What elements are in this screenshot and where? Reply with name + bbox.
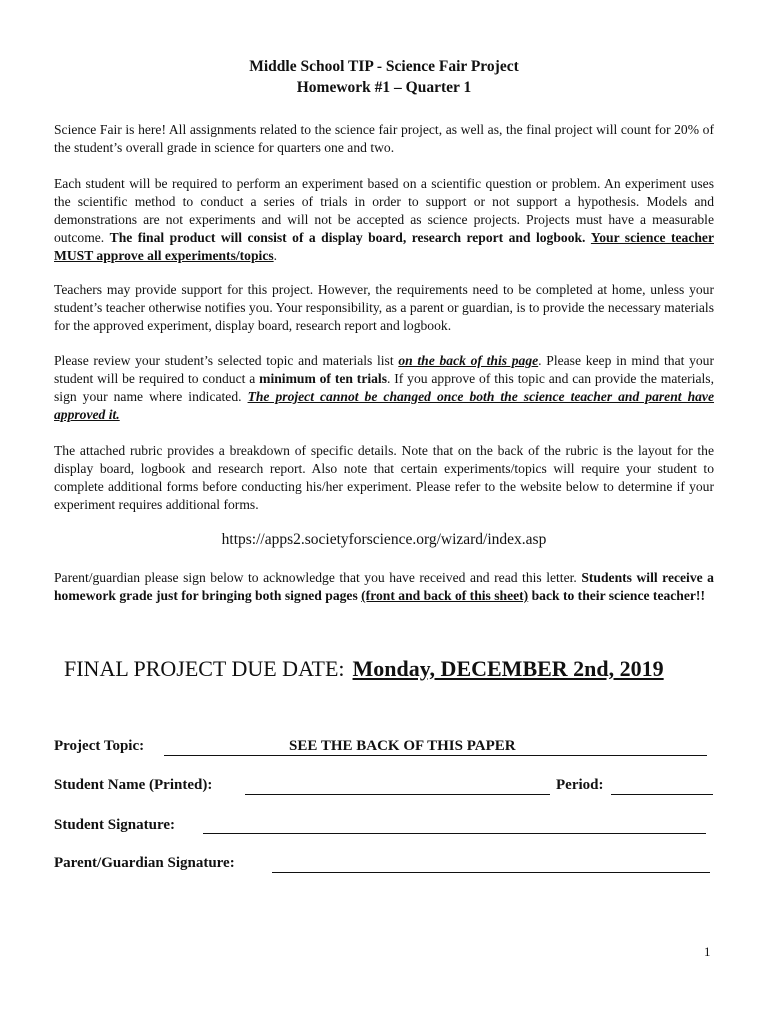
- review-cannot-change: The project cannot be changed once both the science teacher and parent have approved it.: [54, 389, 715, 422]
- paragraph-support: Teachers may provide support for this project. However, the requirements need to be completed at home, unless your student’s teacher otherwise notifies you. Your responsibility, as a parent or guardian, is to provide the necessary materials for the approved experiment, display board, research report and logbook.: [54, 282, 714, 333]
- due-date-value: Monday, DECEMBER 2nd, 2019: [352, 656, 664, 681]
- review-text-1: Please review your student’s selected topic and materials list: [54, 353, 399, 368]
- document-subtitle: Homework #1 – Quarter 1: [296, 79, 472, 96]
- period-label: Period:: [556, 777, 604, 793]
- due-date-colon: :: [338, 656, 345, 681]
- document-title: Middle School TIP - Science Fair Project: [249, 58, 519, 75]
- project-topic-line[interactable]: [164, 755, 707, 756]
- paragraph-sign: [54, 569, 714, 605]
- period-mark: .: [273, 248, 278, 263]
- project-topic-label: Project Topic:: [54, 738, 145, 754]
- page-number: 1: [704, 944, 711, 959]
- student-name-line[interactable]: [245, 794, 550, 795]
- review-back-of-page: on the back of this page: [398, 353, 539, 368]
- due-date-line: [64, 656, 664, 682]
- student-signature-line[interactable]: [203, 833, 706, 834]
- paragraph-review: [54, 352, 714, 424]
- sign-homework-grade: Students will receive a homework grade just for bringing both signed pages: [54, 570, 714, 603]
- review-text-3: . If you approve of this topic and can provide the materials, sign your name where indicated.: [54, 371, 714, 404]
- requirements-final-product: The final product will consist of a display board, research report and logbook.: [109, 230, 586, 245]
- sign-front-back: (front and back of this sheet): [361, 588, 529, 603]
- review-text-2: . Please keep in mind that your student will be required to conduct a: [54, 353, 715, 386]
- website-url[interactable]: https://apps2.societyforscience.org/wizard/index.asp: [221, 531, 547, 548]
- requirements-approval: Your science teacher MUST approve all experiments/topics: [54, 230, 715, 263]
- due-date-label: FINAL PROJECT DUE DATE: [64, 656, 339, 681]
- student-signature-label: Student Signature:: [54, 817, 175, 833]
- paragraph-rubric: The attached rubric provides a breakdown of specific details. Note that on the back of the rubric is the layout for the display board, logbook and research report. Also note that certain experiments/topics will require your student to complete additional forms before conducting his/her experiment. Please refer to the website below to determine if your experiment requires additional forms.: [54, 443, 714, 512]
- parent-signature-line[interactable]: [272, 872, 710, 873]
- requirements-text: Each student will be required to perform an experiment based on a scientific question or problem. An experiment uses the scientific method to conduct a series of trials in order to support or not support a hypothesis. Models and demonstrations are not experiments and will not be accepted as science projects. Projects must have a measurable outcome.: [54, 176, 714, 245]
- paragraph-requirements: [54, 175, 714, 265]
- period-line[interactable]: [611, 794, 713, 795]
- parent-signature-label: Parent/Guardian Signature:: [54, 855, 235, 871]
- sign-bring-back: back to their science teacher!!: [528, 588, 705, 603]
- sign-text: Parent/guardian please sign below to acknowledge that you have received and read this letter.: [54, 570, 582, 585]
- review-minimum-trials: minimum of ten trials: [259, 371, 387, 386]
- student-name-label: Student Name (Printed):: [54, 777, 213, 793]
- project-topic-value: SEE THE BACK OF THIS PAPER: [289, 738, 516, 754]
- paragraph-intro: Science Fair is here! All assignments related to the science fair project, as well as, the final project will count for 20% of the student’s overall grade in science for quarters one and two.: [54, 122, 714, 155]
